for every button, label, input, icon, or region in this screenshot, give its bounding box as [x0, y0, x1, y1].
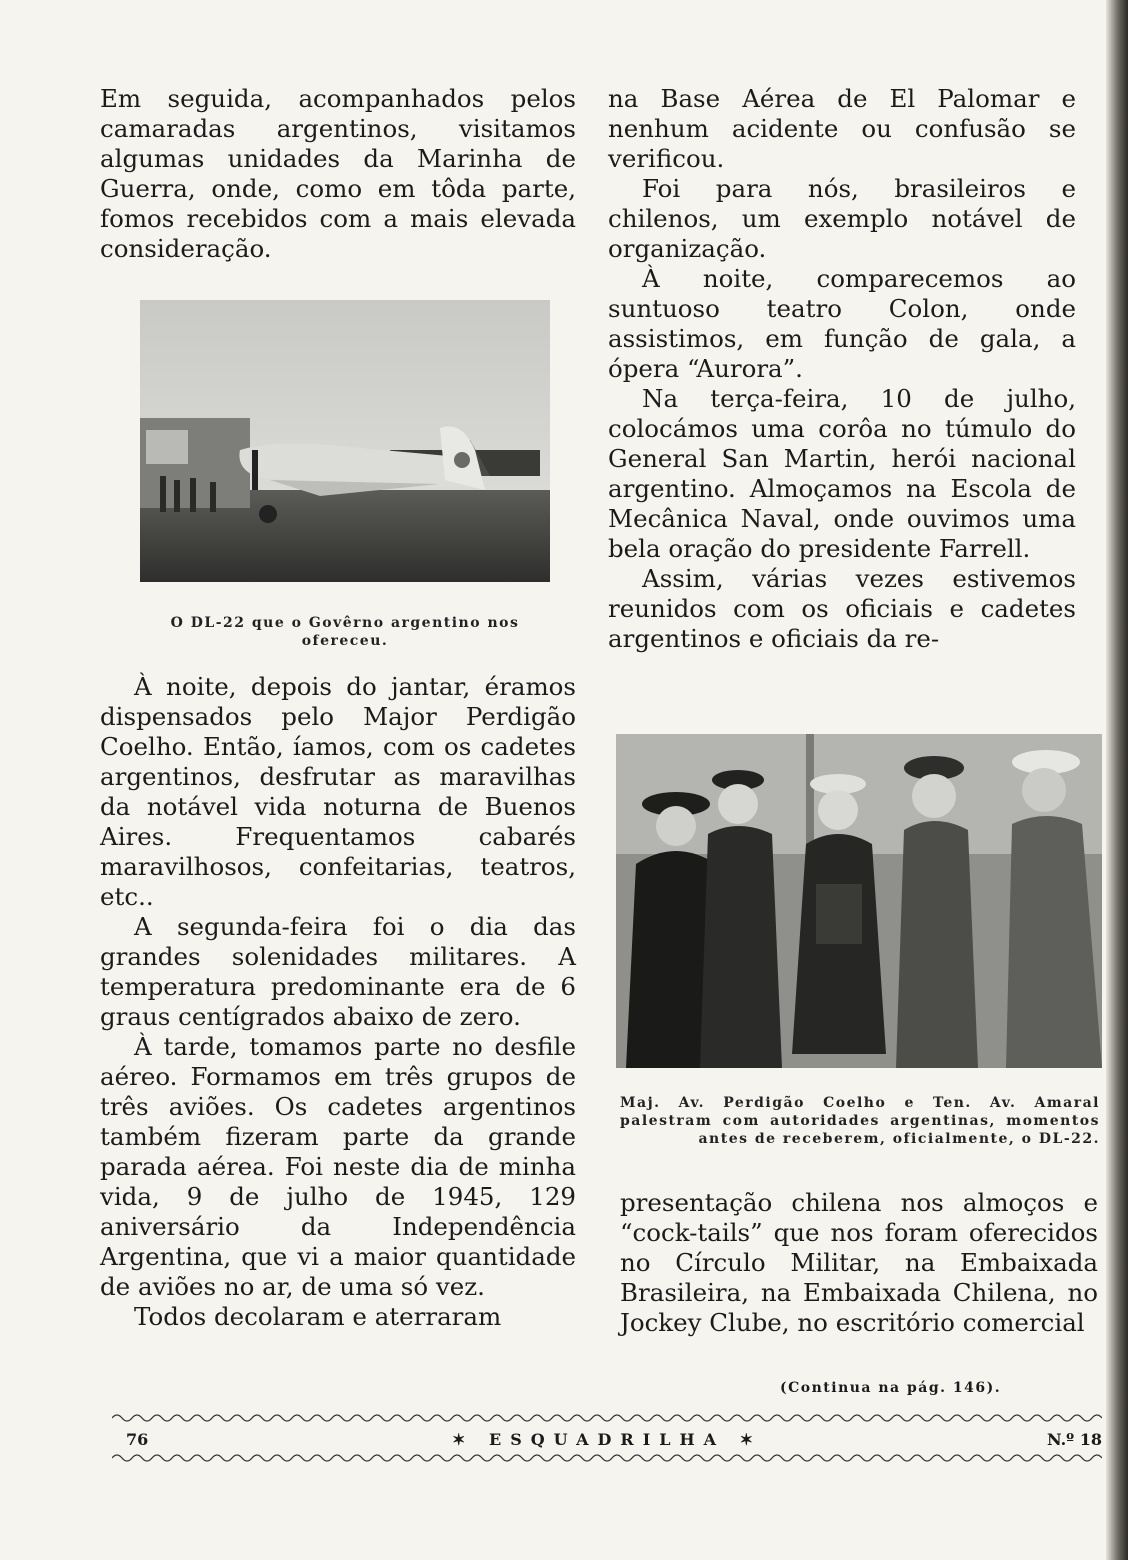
right-paragraph-1: na Base Aérea de El Palomar e nenhum acidente ou confusão se verificou. — [608, 84, 1076, 173]
page-edge-shadow — [1106, 0, 1128, 1560]
right-paragraph-2: Foi para nós, brasileiros e chilenos, um exemplo notável de organização. — [608, 174, 1076, 263]
plane-photo — [140, 300, 550, 582]
bottom-wavy-rule — [112, 1452, 1102, 1464]
officers-caption: Maj. Av. Perdigão Coelho e Ten. Av. Amaral palestram com autoridades argentinas, momentos antes de receberem, oficialmente, o DL-22. — [620, 1095, 1100, 1147]
continuation-note: (Continua na pág. 146). — [780, 1380, 1002, 1396]
plane-caption: O DL-22 que o Govêrno argentino nos ofereceu. — [170, 615, 520, 649]
left-paragraph-3: A segunda-feira foi o dia das grandes solenidades militares. A temperatura predominante era de 6 graus centígrados abaixo de zero. — [100, 912, 576, 1031]
page-number: 76 — [126, 1430, 149, 1449]
left-paragraph-4: À tarde, tomamos parte no desfile aéreo. Formamos em três grupos de três aviões. Os cadetes argentinos também fizeram parte da grande parada aérea. Foi neste dia de minha vida, 9 de julho de 1945, 129 aniversário da Independência Argentina, que vi a maior quantidade de aviões no ar, de uma só vez. — [100, 1032, 576, 1301]
right-paragraph-3: À noite, comparecemos ao suntuoso teatro Colon, onde assistimos, em função de gala, a ópera “Aurora”. — [608, 264, 1076, 383]
issue-number: N.º 18 — [1046, 1430, 1102, 1449]
magazine-title: ✶ ESQUADRILHA ✶ — [452, 1430, 762, 1449]
left-paragraph-2: À noite, depois do jantar, éramos dispensados pelo Major Perdigão Coelho. Então, íamos, com os cadetes argentinos, desfrutar as maravilhas da notável vida noturna de Buenos Aires. Frequentamos cabarés maravilhosos, confeitarias, teatros, etc.. — [100, 672, 576, 911]
right-paragraph-4: Na terça-feira, 10 de julho, colocámos uma corôa no túmulo do General San Martin, herói nacional argentino. Almoçamos na Escola de Mecânica Naval, onde ouvimos uma bela oração do presidente Farrell. — [608, 384, 1076, 563]
top-wavy-rule — [112, 1412, 1102, 1424]
right-column-bottom — [620, 1188, 1098, 1338]
right-column-top — [608, 84, 1076, 654]
left-paragraph-1: Em seguida, acompanhados pelos camaradas argentinos, visitamos algumas unidades da Marinha de Guerra, onde, como em tôda parte, fomos recebidos com a mais elevada consideração. — [100, 84, 576, 263]
officers-photo — [616, 734, 1102, 1068]
left-paragraph-5: Todos decolaram e aterraram — [134, 1302, 502, 1331]
plane-illustration — [140, 300, 550, 582]
page-footer — [112, 1428, 1102, 1452]
right-paragraph-5: Assim, várias vezes estivemos reunidos com os oficiais e cadetes argentinos e oficiais da re- — [608, 564, 1076, 653]
right-paragraph-6: presentação chilena nos almoços e “cock-tails” que nos foram oferecidos no Círculo Militar, na Embaixada Brasileira, na Embaixada Chilena, no Jockey Clube, no escritório comercial — [620, 1188, 1098, 1337]
left-column-top — [100, 84, 576, 264]
officers-illustration — [616, 734, 1102, 1068]
left-column-bottom — [100, 672, 576, 1332]
